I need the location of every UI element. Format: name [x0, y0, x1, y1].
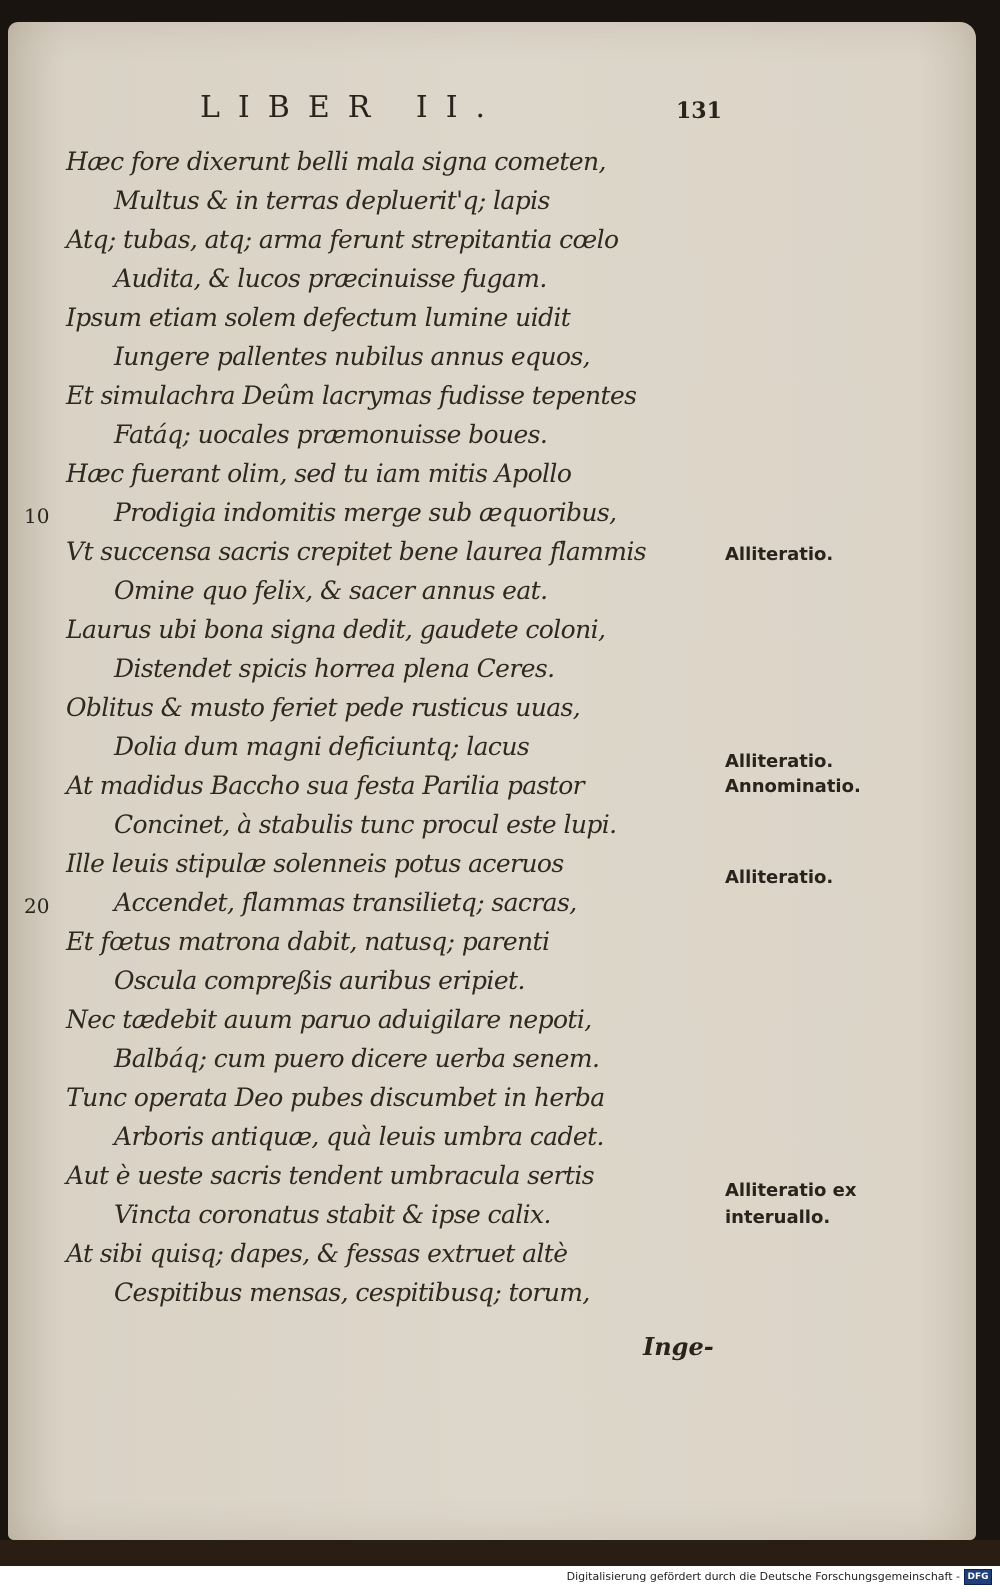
verse-line: At sibi quisq; dapes, & fessas extruet altè [66, 1239, 568, 1268]
verse-line: Oblitus & musto feriet pede rusticus uuas, [66, 693, 581, 722]
margin-note-alliteratio-1: Alliteratio. [725, 544, 834, 565]
verse-line: Laurus ubi bona signa dedit, gaudete coloni, [66, 615, 606, 644]
scan-bottom-edge [0, 1540, 1000, 1566]
verse-line: Arboris antiquæ, quà leuis umbra cadet. [114, 1122, 604, 1151]
verse-line: Vincta coronatus stabit & ipse calix. [114, 1200, 551, 1229]
margin-note-alliteratio-2: Alliteratio. [725, 751, 834, 772]
line-number-10: 10 [24, 504, 50, 528]
verse-line: Vt succensa sacris crepitet bene laurea flammis [66, 537, 647, 566]
verse-line: Concinet, à stabulis tunc procul este lupi. [114, 810, 617, 839]
verse-line: Hæc fuerant olim, sed tu iam mitis Apollo [66, 459, 572, 488]
verse-line: Iungere pallentes nubilus annus equos, [114, 342, 590, 371]
verse-line: Et fœtus matrona dabit, natusq; parenti [66, 927, 550, 956]
margin-note-alliteratio-interuallo-1: Alliteratio ex [725, 1180, 857, 1201]
verse-line: Et simulachra Deûm lacrymas fudisse tepentes [66, 381, 637, 410]
verse-line: Tunc operata Deo pubes discumbet in herba [66, 1083, 605, 1112]
verse-line: Distendet spicis horrea plena Ceres. [114, 654, 555, 683]
margin-note-alliteratio-interuallo-2: interuallo. [725, 1207, 831, 1228]
verse-line: Cespitibus mensas, cespitibusq; torum, [114, 1278, 590, 1307]
verse-line: Ipsum etiam solem defectum lumine uidit [66, 303, 571, 332]
verse-line: Aut è ueste sacris tendent umbracula sertis [66, 1161, 594, 1190]
line-number-20: 20 [24, 894, 50, 918]
verse-line: Dolia dum magni deficiuntq; lacus [114, 732, 530, 761]
verse-line: Ille leuis stipulæ solenneis potus aceruos [66, 849, 564, 878]
verse-line: Omine quo felix, & sacer annus eat. [114, 576, 548, 605]
verse-line: Hæc fore dixerunt belli mala signa cometen, [66, 147, 606, 176]
verse-line: Accendet, flammas transilietq; sacras, [114, 888, 577, 917]
catchword: Inge- [643, 1332, 714, 1361]
running-head: LIBER II. [200, 90, 504, 125]
verse-line: Atq; tubas, atq; arma ferunt strepitantia cœlo [66, 225, 619, 254]
verse-line: Multus & in terras depluerit'q; lapis [114, 186, 550, 215]
digitization-credit: Digitalisierung gefördert durch die Deutsche Forschungsgemeinschaft - [566, 1570, 960, 1583]
page-number: 131 [676, 98, 722, 124]
margin-note-alliteratio-3: Alliteratio. [725, 867, 834, 888]
verse-line: Oscula compreßis auribus eripiet. [114, 966, 525, 995]
verse-line: Audita, & lucos præcinuisse fugam. [114, 264, 547, 293]
verse-line: Prodigia indomitis merge sub æquoribus, [114, 498, 617, 527]
verse-line: Nec tædebit auum paruo aduigilare nepoti, [66, 1005, 592, 1034]
dfg-logo-icon: DFG [964, 1569, 992, 1585]
margin-note-annominatio: Annominatio. [725, 776, 861, 797]
verse-line: At madidus Baccho sua festa Parilia pastor [66, 771, 585, 800]
verse-line: Fatáq; uocales præmonuisse boues. [114, 420, 548, 449]
verse-line: Balbáq; cum puero dicere uerba senem. [114, 1044, 600, 1073]
